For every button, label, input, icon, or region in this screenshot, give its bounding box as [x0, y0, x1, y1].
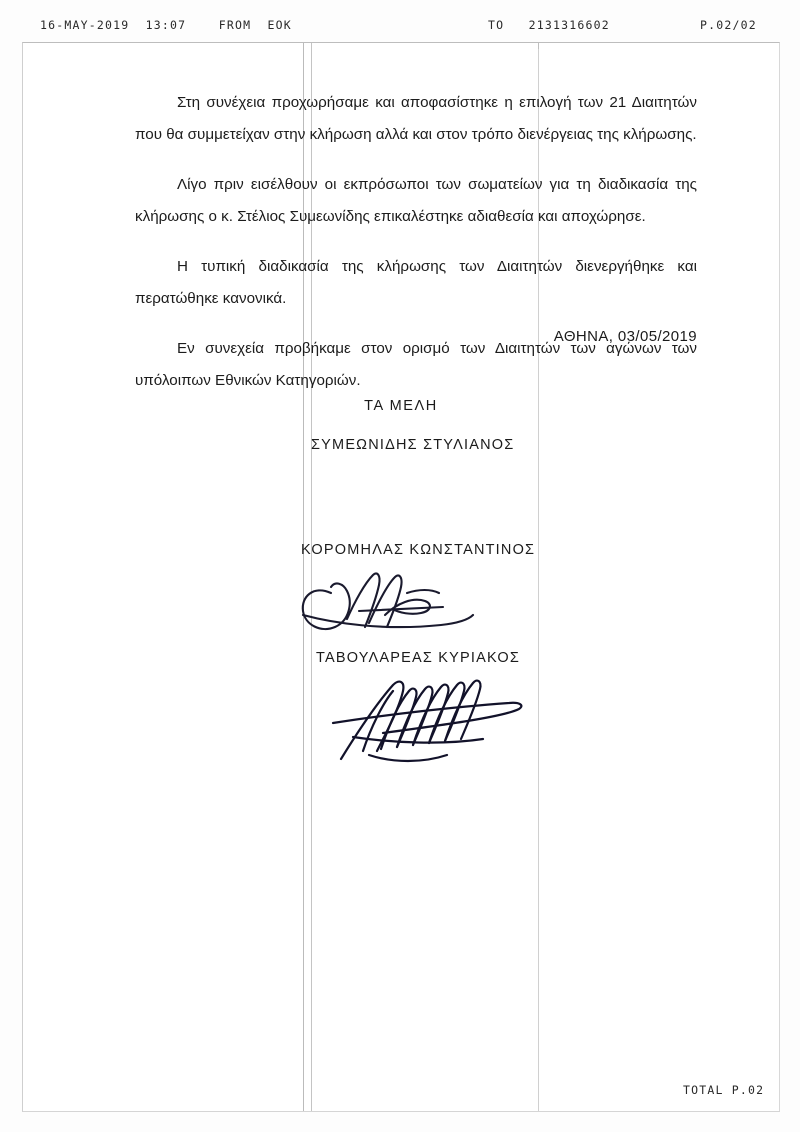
place-and-date: ΑΘΗΝΑ, 03/05/2019	[553, 328, 697, 345]
fax-header-page-count: P.02/02	[700, 18, 757, 32]
paragraph-4: Εν συνεχεία προβήκαμε στον ορισμό των Διαιτητών των αγώνων των υπόλοιπων Εθνικών Κατηγοριών.	[135, 340, 697, 389]
signatory-name-1: ΣΥΜΕΩΝΙΔΗΣ ΣΤΥΛΙΑΝΟΣ	[311, 437, 515, 453]
members-heading: ΤΑ ΜΕΛΗ	[364, 398, 438, 414]
fax-header-origin: 16-MAY-2019 13:07 FROM EOK	[40, 18, 292, 32]
fax-header	[0, 18, 800, 38]
scanned-sheet	[22, 42, 780, 1112]
paragraph-2: Λίγο πριν εισέλθουν οι εκπρόσωποι των σωματείων για τη διαδικασία της κλήρωσης ο κ. Στέλιος Συμεωνίδης επικαλέστηκε αδιαθεσία και αποχώρησε.	[135, 176, 697, 225]
paragraph-block	[135, 87, 697, 397]
paragraph-1: Στη συνέχεια προχωρήσαμε και αποφασίστηκε η επιλογή των 21 Διαιτητών που θα συμμετείχαν στην κλήρωση αλλά και στον τρόπο διενέργειας της κλήρωσης.	[135, 94, 697, 143]
fax-total-pages: TOTAL P.02	[683, 1083, 765, 1097]
handwritten-signature-1	[273, 563, 513, 653]
signatory-name-3: ΤΑΒΟΥΛΑΡΕΑΣ ΚΥΡΙΑΚΟΣ	[316, 650, 521, 666]
handwritten-signature-2	[323, 663, 543, 773]
fax-header-destination: TO 2131316602	[488, 18, 610, 32]
paragraph-3: Η τυπική διαδικασία της κλήρωσης των Διαιτητών διενεργήθηκε και περατώθηκε κανονικά.	[135, 258, 697, 307]
signatory-name-2: ΚΟΡΟΜΗΛΑΣ ΚΩΝΣΤΑΝΤΙΝΟΣ	[301, 542, 536, 558]
